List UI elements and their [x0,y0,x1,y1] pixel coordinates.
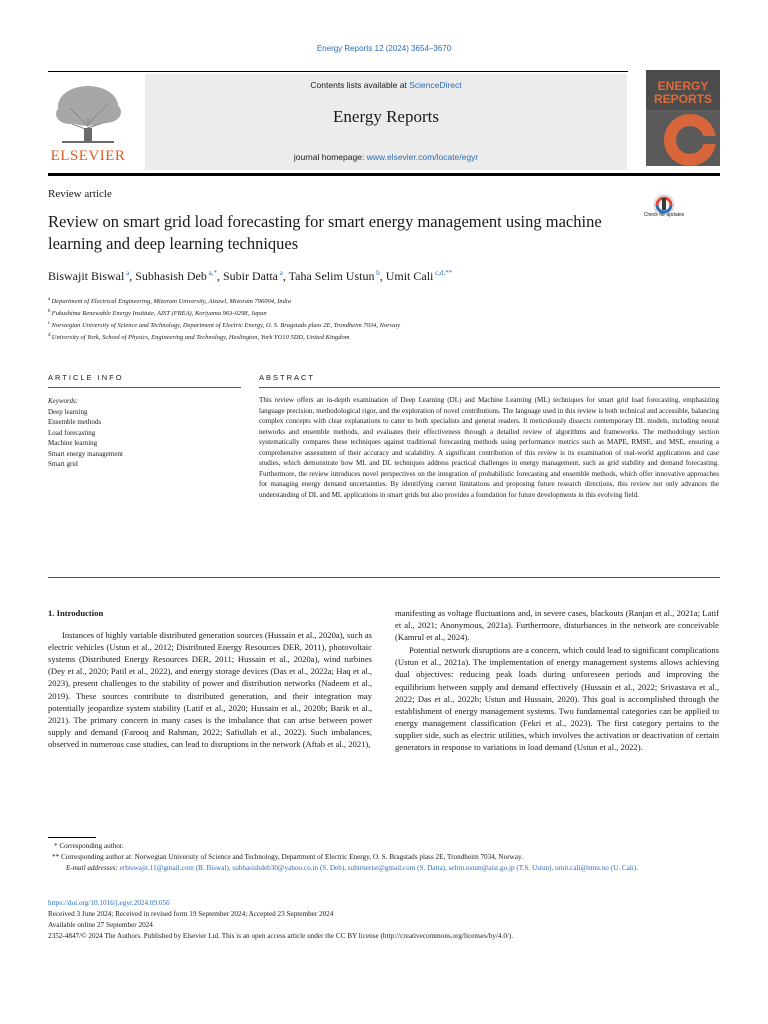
abstract-bottom-rule [48,577,720,578]
body-right-column [395,607,719,754]
affiliation-item [48,319,400,331]
contents-line [145,80,627,90]
affiliations [48,295,400,344]
keyword-item: Machine learning [48,439,98,447]
email-addresses[interactable]: erbiswajit.11@gmail.com (B. Biswal), subhasishdeb30@yahoo.co.in (S. Deb), subirnerist@gmail.com (S. Datta), selim.ustun@aist.go.jp (T.S. Ustun), umit.cali@ntnu.no (U. Cali). [119,864,639,872]
keywords-label: Keywords: [48,397,79,405]
crossmark-label[interactable]: Check for updates [643,212,685,218]
section-heading-introduction: 1. Introduction [48,608,104,618]
footnotes [48,841,720,874]
footnote-rule [48,837,96,838]
homepage-link[interactable]: www.elsevier.com/locate/egyr [366,152,479,162]
author-affiliation-marker[interactable]: a,* [206,269,217,277]
article-info-heading: ARTICLE INFO [48,373,124,382]
author-separator: , [379,269,386,283]
elsevier-wordmark: ELSEVIER [50,148,126,164]
author-name[interactable]: Biswajit Biswal [48,269,125,283]
body-paragraph: Potential network disruptions are a concern, which could lead to significant complications (Ustun et al., 2021a). The implementation of energy management systems allows achieving dual objectives: reducing peak loads during unforeseen periods and improving the equilibrium between supply and demand effectively (Hussain et al., 2022; Srivastava et al., 2022; Das et al., 2022b; Ustun and Hussain, 2020). This goal is accomplished through the establishment of energy management systems. Two fundamental categories can be applied to energy management classification (Fekri et al., 2023). The first category pertains to the supplier side, such as electric utilities, which involves the activation or deactivation of certain generators in response to variations in load demand (Ustun et al., 2022). [395,645,719,753]
author-affiliation-marker[interactable]: a [124,269,130,277]
journal-cover-image[interactable] [646,70,720,166]
affiliation-text: Norwegian University of Science and Technology, Department of Electric Energy, O. S. Bragstads plass 2E, Trondheim 7034, Norway [51,322,401,330]
body-paragraph: Instances of highly variable distributed generation sources (Hussain et al., 2020a), such as electric vehicles (Ustun et al., 2012; Distributed Energy Resources DER, 2011), photovoltaic systems (Distributed Energy Resources DER, 2011; Hussain et al., 2020a), wind turbines (Dey et al., 2020; Patil et al., 2022), and energy storage devices (Das et al., 2022a; Haq et al., 2023), present challenges to the stability of power and distribution networks (Nadeem et al., 2019). These sources contribute to distributed generation, and their integration may potentially jeopardize system stability (Latif et al., 2020; Hussain et al., 2020b; Barik et al., 2021). The primary concern in many cases is the imbalance that can arise between power supply and demand (Farooq and Rahman, 2022; Safiullah et al., 2022). Such imbalances, observed in numerous case studies, can lead to disruptions in the network (Aftab et al., 2021), [48,630,372,749]
header-bottom-rule [48,173,720,176]
available-online: Available online 27 September 2024 [48,921,153,929]
footnote-corresponding-1: * Corresponding author. [54,842,124,850]
affiliation-marker: d [48,333,52,339]
affiliation-text: Fukushima Renewable Energy Institute, AIST (FREA), Koriyama 963-0298, Japan [51,310,267,318]
author-affiliation-marker[interactable]: c,d,** [433,269,453,277]
keyword-item: Smart grid [48,460,78,468]
journal-reference[interactable]: Energy Reports 12 (2024) 3654–3670 [316,44,452,53]
author-list [48,269,452,284]
keyword-item: Load forecasting [48,428,96,437]
journal-name: Energy Reports [333,107,439,126]
keywords-list [48,407,123,470]
keywords-block [48,396,123,470]
keyword-item: Deep learning [48,407,88,416]
affiliation-marker: a [48,297,52,302]
author-name[interactable]: Umit Cali [385,269,434,283]
received-dates: Received 3 June 2024; Received in revised form 19 September 2024; Accepted 23 September 2024 [48,910,334,918]
affiliation-text: University of York, School of Physics, Engineering and Technology, Heslington, York YO10 5DD, United Kingdom [51,334,350,342]
footnote-corresponding-2: ** Corresponding author at: Norwegian University of Science and Technology, Department of Electric Energy, O. S. Bragstads plass 2E, Trondheim 7034, Norway. [52,853,523,861]
affiliation-text: Department of Electrical Engineering, Mizoram University, Aizawl, Mizoram 796004, India [51,298,291,306]
keyword-item: Ensemble methods [48,418,102,426]
footnote-emails [48,863,720,874]
body-paragraph: manifesting as voltage fluctuations and, in severe cases, blackouts (Ranjan et al., 2021a; Latif et al., 2021; Anonymous, 2021a). Furthermore, disturbances in the network are conceivable (Kamrul et al., 2024). [395,608,719,643]
affiliation-item [48,307,400,319]
article-footer [48,898,720,942]
crossmark-icon[interactable] [646,192,682,228]
email-label: E-mail addresses: [66,864,118,872]
cover-title-line2: REPORTS [653,92,713,106]
author-name[interactable]: Taha Selim Ustun [288,269,375,283]
affiliation-item [48,331,400,343]
article-type: Review article [48,188,112,200]
cover-title-line1: ENERGY [657,79,709,93]
article-title: Review on smart grid load forecasting for smart energy management using machine learning and deep learning techniques [48,212,602,253]
author-affiliation-marker[interactable]: b [374,269,380,277]
author-separator: , [282,269,289,283]
affiliation-marker: b [48,309,52,315]
author-name[interactable]: Subhasish Deb [135,269,207,283]
affiliation-marker: c [48,321,52,327]
header-top-rule [48,71,628,72]
author-separator: , [216,269,223,283]
sciencedirect-link[interactable]: ScienceDirect [409,80,462,90]
affiliation-item [48,295,400,307]
abstract-rule [259,387,720,388]
contents-prefix: Contents lists available at [310,80,410,90]
author-name[interactable]: Subir Datta [222,269,278,283]
abstract-heading: ABSTRACT [259,373,316,382]
author-separator: , [129,269,136,283]
body-left-column [48,607,372,751]
license-line: 2352-4847/© 2024 The Authors. Published by Elsevier Ltd. This is an open access article under the CC BY license (http://creativecommons.org/licenses/by/4.0/). [48,932,514,940]
doi-link[interactable]: https://doi.org/10.1016/j.egyr.2024.09.056 [48,899,170,907]
keyword-item: Smart energy management [48,449,123,458]
author-affiliation-marker[interactable]: a [277,269,283,277]
article-info-rule [48,387,241,388]
journal-homepage-line [145,152,627,162]
abstract-text: This review offers an in-depth examination of Deep Learning (DL) and Machine Learning (ML) techniques for smart grid load forecasting, emphasizing language precision, methodological rigor, and the exploration of novel contributions. The language used in this review is both technical and accessible, balancing complex concepts with clear explanations to cater to both specialists and general readers. It meticulously dissects contemporary DL models, including neural networks and ensemble methods, and evaluates their effectiveness through a detailed review of algorithms and frameworks. The methodology section systematically compares these techniques against traditional forecasting methods using performance metrics such as MAPE, RMSE, and MSE, ensuring a comprehensive assessment of their accuracy and scalability. A significant contribution of this review is its examination of real-world applications and case studies, which demonstrate how ML and DL techniques address practical challenges in energy management, such as grid stability and demand forecasting. Furthermore, the review introduces novel perspectives on the integration of probabilistic forecasting and ensemble methods, which offer innovative approaches for managing energy demand uncertainties. By identifying current limitations and proposing future research directions, this review not only advances the understanding of DL and ML applications in smart grids but also provides a foundation for future developments in this evolving field. [259,396,719,499]
homepage-prefix: journal homepage: [293,152,367,162]
